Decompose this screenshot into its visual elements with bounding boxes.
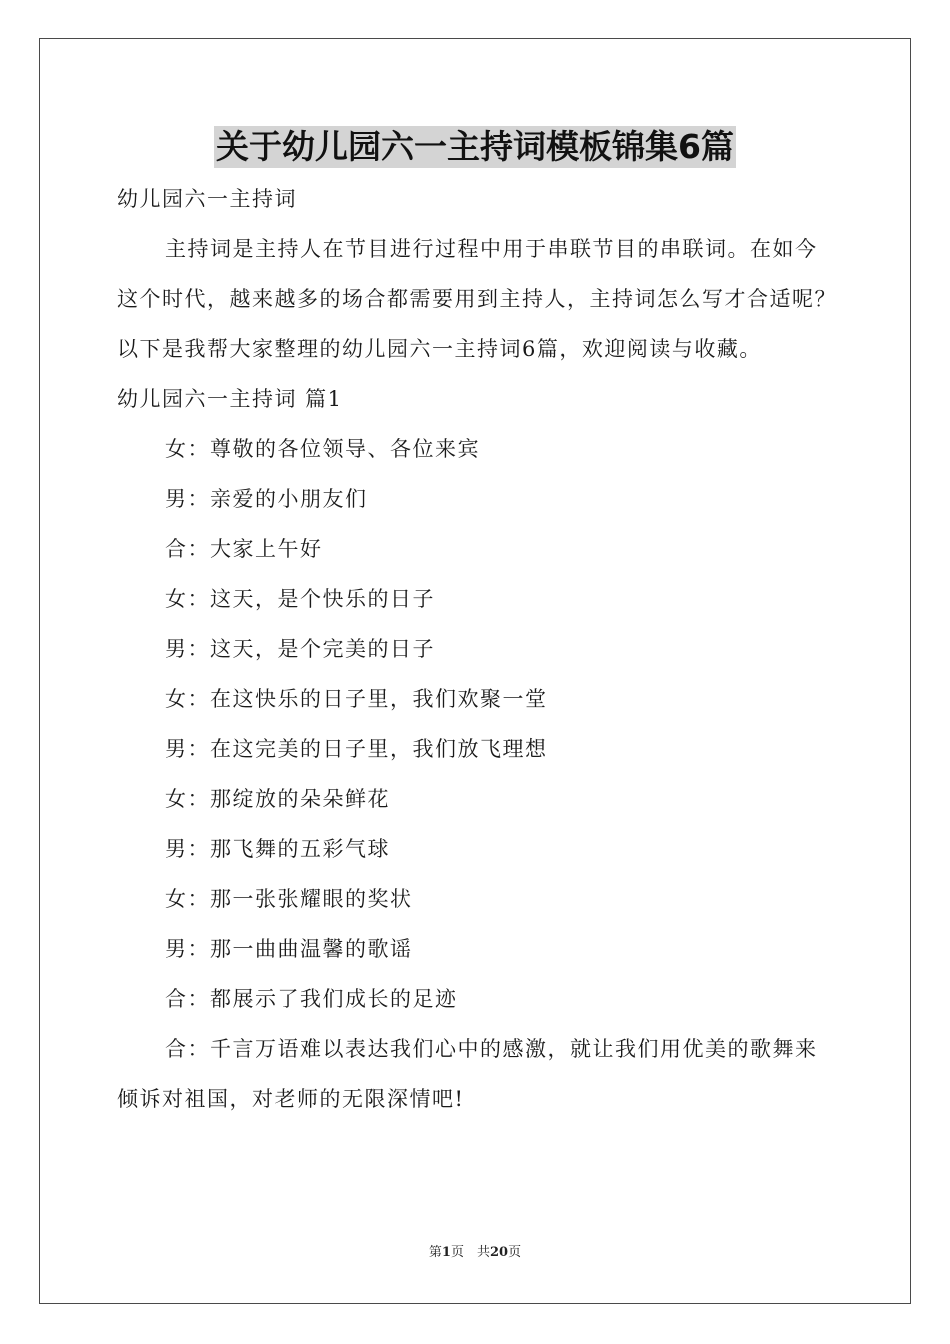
part-heading: 幼儿园六一主持词 篇1 <box>117 387 343 411</box>
dialogue-line: 女：在这快乐的日子里，我们欢聚一堂 <box>165 687 548 711</box>
dialogue-line: 女：这天，是个快乐的日子 <box>165 587 435 611</box>
dialogue-line: 女：尊敬的各位领导、各位来宾 <box>165 437 480 461</box>
document-body <box>117 174 837 1124</box>
section-heading: 幼儿园六一主持词 <box>117 187 297 211</box>
dialogue-line: 合：千言万语难以表达我们心中的感激，就让我们用优美的歌舞来倾诉对祖国，对老师的无限深情吧! <box>117 1037 818 1111</box>
current-page-number: 1 <box>441 1245 451 1260</box>
intro-paragraph: 主持词是主持人在节目进行过程中用于串联节目的串联词。在如今这个时代，越来越多的场合都需要用到主持人，主持词怎么写才合适呢？以下是我帮大家整理的幼儿园六一主持词6篇，欢迎阅读与收藏。 <box>117 237 837 361</box>
dialogue-line: 女：那绽放的朵朵鲜花 <box>165 787 390 811</box>
document-title: 关于幼儿园六一主持词模板锦集6篇 <box>216 127 734 166</box>
dialogue-line: 男：这天，是个完美的日子 <box>165 637 435 661</box>
dialogue-line: 男：那一曲曲温馨的歌谣 <box>165 937 413 961</box>
footer-middle: 页 共 <box>450 1245 490 1260</box>
footer-prefix: 第 <box>428 1245 442 1260</box>
dialogue-line: 合：大家上午好 <box>165 537 323 561</box>
dialogue-line: 男：亲爱的小朋友们 <box>165 487 368 511</box>
dialogue-line: 男：在这完美的日子里，我们放飞理想 <box>165 737 548 761</box>
dialogue-line: 女：那一张张耀眼的奖状 <box>165 887 413 911</box>
page-footer <box>0 1244 950 1262</box>
dialogue-line: 男：那飞舞的五彩气球 <box>165 837 390 861</box>
total-page-number: 20 <box>489 1245 509 1260</box>
footer-suffix: 页 <box>508 1245 522 1260</box>
dialogue-line: 合：都展示了我们成长的足迹 <box>165 987 458 1011</box>
title-container <box>0 126 950 168</box>
